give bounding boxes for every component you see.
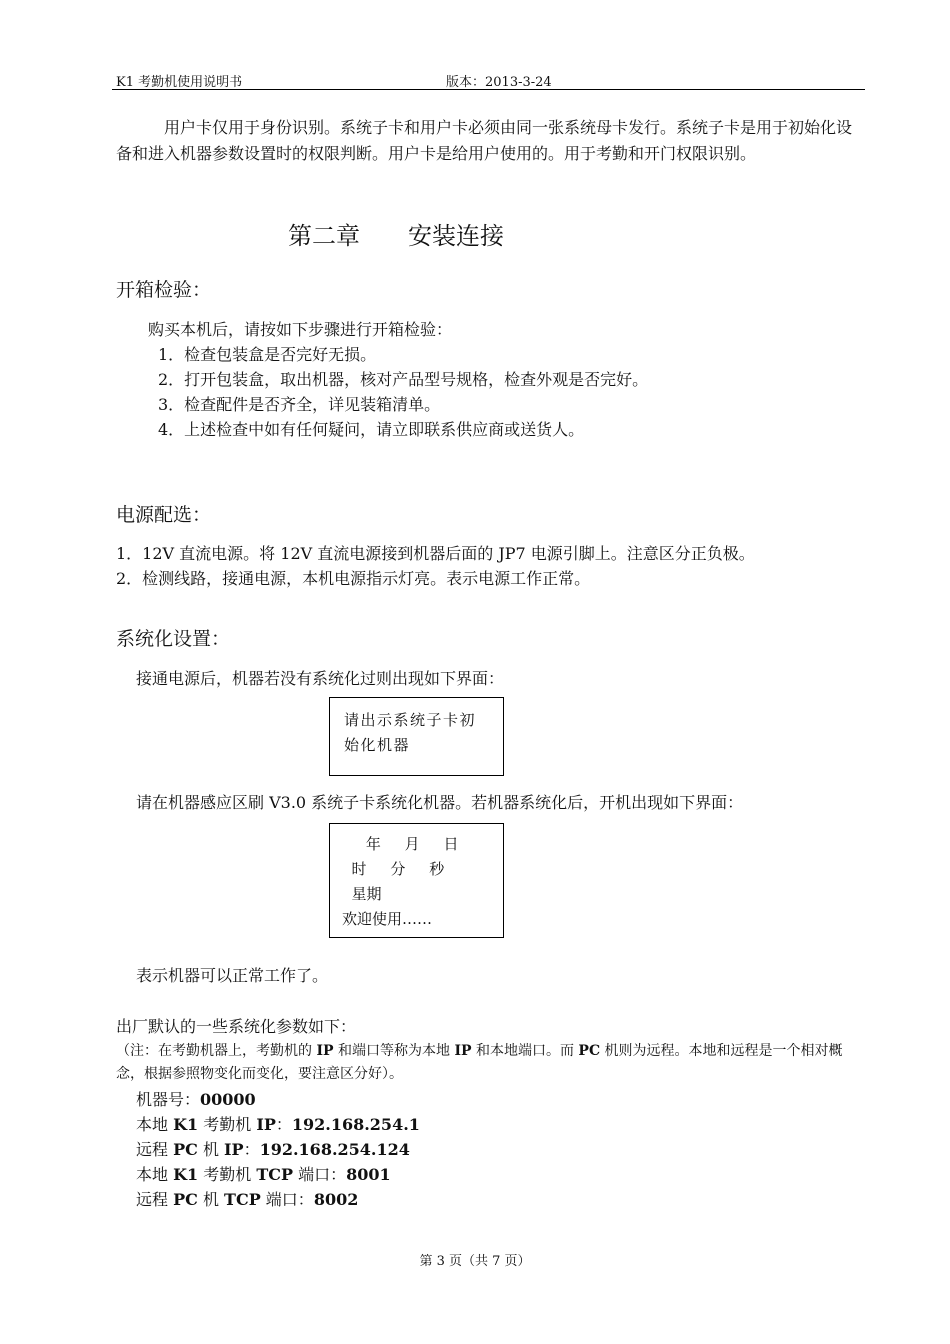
param-local-ip: 本地 K1 考勤机 IP：192.168.254.1 [136, 1115, 420, 1134]
unboxing-step: 2．打开包装盒，取出机器，核对产品型号规格，检查外观是否完好。 [158, 370, 649, 389]
power-step: 2．检测线路，接通电源，本机电源指示灯亮。表示电源工作正常。 [116, 569, 591, 588]
defaults-note: （注：在考勤机器上，考勤机的 IP 和端口等称为本地 IP 和本地端口。而 PC 机则为远程。本地和远程是一个相对概念，根据参照物变化而变化，要注意区分好）。 [116, 1043, 843, 1082]
page-number-text: 第 3 页（共 7 页） [419, 1254, 531, 1269]
system-normal: 表示机器可以正常工作了。 [136, 966, 329, 985]
screen-line: 星期 [342, 885, 382, 903]
system-after-screen: 请在机器感应区刷 V3.0 系统子卡系统化机器。若机器系统化后，开机出现如下界面： [136, 793, 744, 812]
screen-line: 请出示系统子卡初 [344, 711, 477, 729]
header-title: K1 考勤机使用说明书 [116, 75, 243, 90]
power-step: 1．12V 直流电源。将 12V 直流电源接到机器后面的 JP7 电源引脚上。注意区分正负极。 [116, 544, 755, 563]
section-heading-system: 系统化设置： [116, 628, 231, 650]
param-remote-ip: 远程 PC 机 IP：192.168.254.124 [136, 1140, 410, 1159]
section-heading-power: 电源配选： [116, 504, 212, 526]
screen-line: 始化机器 [344, 736, 411, 754]
screen-uninitialized [329, 697, 504, 776]
unboxing-step: 1．检查包装盒是否完好无损。 [158, 345, 377, 364]
param-remote-tcp-port: 远程 PC 机 TCP 端口：8002 [136, 1190, 359, 1209]
unboxing-step: 4．上述检查中如有任何疑问，请立即联系供应商或送货人。 [158, 420, 585, 439]
header-divider [112, 89, 865, 90]
defaults-heading: 出厂默认的一些系统化参数如下： [116, 1017, 357, 1036]
screen-line: 时 分 秒 [342, 860, 445, 878]
screen-initialized [329, 823, 504, 938]
intro-paragraph: 用户卡仅用于身份识别。系统子卡和用户卡必须由同一张系统母卡发行。系统子卡是用于初始化设备和进入机器参数设置时的权限判断。用户卡是给用户使用的。用于考勤和开门权限识别。 [116, 118, 853, 163]
screen-line: 欢迎使用…… [342, 910, 433, 928]
section-heading-unboxing: 开箱检验： [116, 279, 212, 301]
chapter-title: 第二章 安装连接 [288, 222, 504, 250]
header-version: 版本：2013-3-24 [446, 75, 552, 90]
param-machine-id: 机器号：00000 [136, 1090, 256, 1109]
screen-line: 年 月 日 [342, 835, 459, 853]
param-local-tcp-port: 本地 K1 考勤机 TCP 端口：8001 [136, 1165, 391, 1184]
unboxing-lead: 购买本机后，请按如下步骤进行开箱检验： [148, 320, 453, 339]
page-number [0, 1250, 950, 1269]
unboxing-step: 3．检查配件是否齐全，详见装箱清单。 [158, 395, 441, 414]
system-before-screen: 接通电源后，机器若没有系统化过则出现如下界面： [136, 669, 505, 688]
